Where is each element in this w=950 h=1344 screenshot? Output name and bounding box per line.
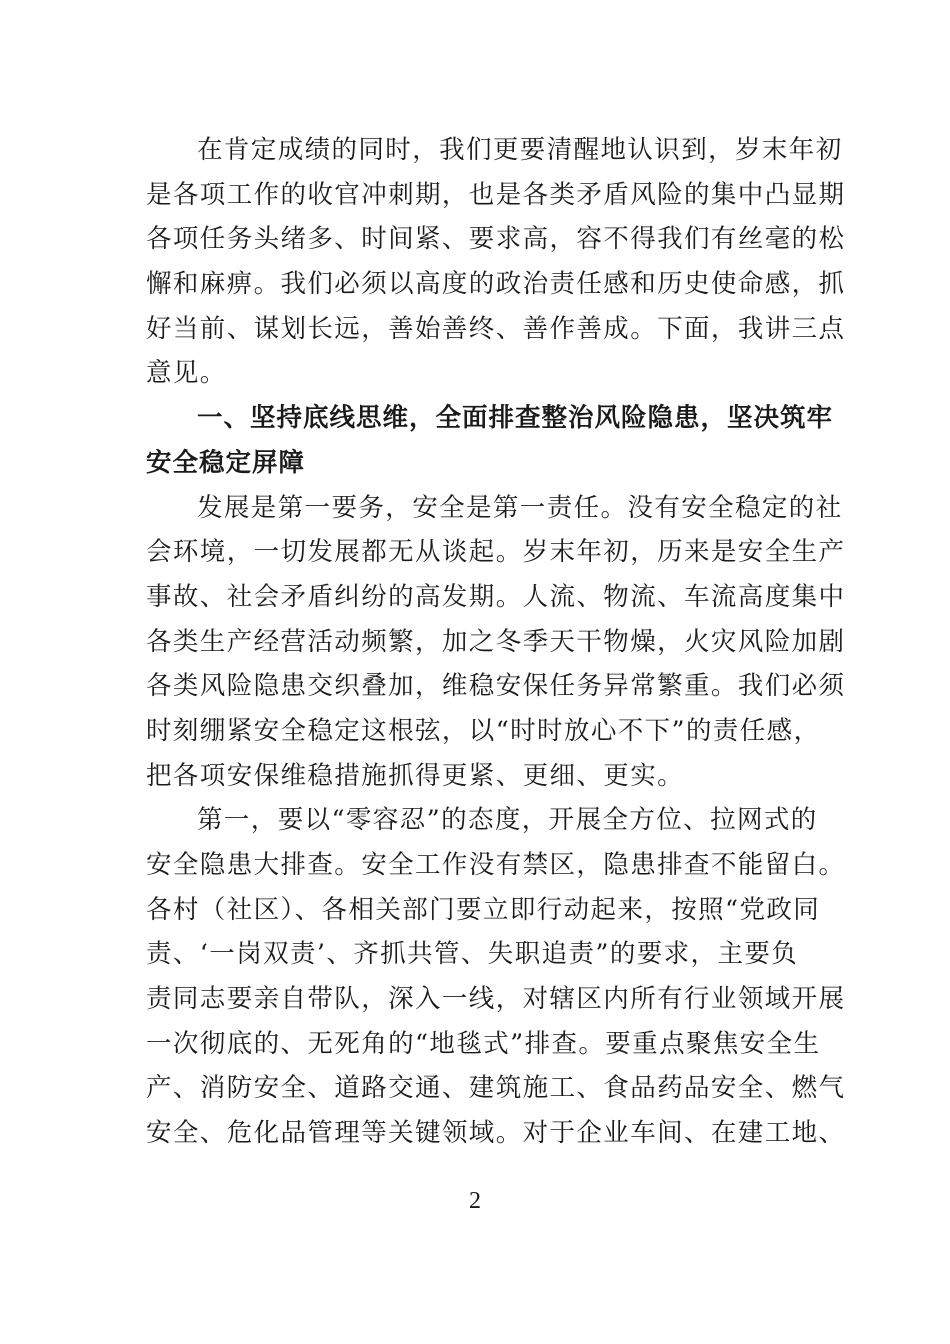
text-line: 各项任务头绪多、时间紧、要求高，容不得我们有丝毫的松 — [146, 224, 846, 255]
text-line: 好当前、谋划长远，善始善终、善作善成。下面，我讲三点 — [146, 313, 846, 344]
text-line: 安全、危化品管理等关键领域。对于企业车间、在建工地、 — [146, 1118, 846, 1149]
text-line: 在肯定成绩的同时，我们更要清醒地认识到，岁末年初 — [197, 135, 843, 165]
paragraph-intro — [146, 128, 846, 396]
heading-line: 安全稳定屏障 — [146, 447, 306, 478]
text-line: 会环境，一切发展都无从谈起。岁末年初，历来是安全生产 — [146, 537, 846, 568]
text-line: 责同志要亲自带队，深入一线，对辖区内所有行业领域开展 — [146, 984, 846, 1015]
paragraph-safety — [146, 486, 846, 799]
page-number: 2 — [469, 1188, 481, 1214]
text-line: 把各项安保维稳措施抓得更紧、更细、更实。 — [146, 760, 685, 791]
text-line: 各村（社区）、各相关部门要立即行动起来，按照“党政同 — [146, 894, 821, 925]
text-line: 各类风险隐患交织叠加，维稳安保任务异常繁重。我们必须 — [146, 671, 846, 702]
text-line: 时刻绷紧安全稳定这根弦，以“时时放心不下”的责任感， — [146, 715, 821, 746]
paragraph-first-point — [146, 798, 846, 1156]
text-line: 第一，要以“零容忍”的态度，开展全方位、拉网式的 — [197, 805, 818, 836]
text-line: 安全隐患大排查。安全工作没有禁区，隐患排查不能留白。 — [146, 850, 846, 880]
heading-line: 一、坚持底线思维，全面排查整治风险隐患，坚决筑牢 — [197, 403, 834, 434]
text-line: 各类生产经营活动频繁，加之冬季天干物燥，火灾风险加剧 — [146, 626, 846, 657]
text-line: 意见。 — [146, 358, 227, 389]
text-line: 是各项工作的收官冲刺期，也是各类矛盾风险的集中凸显期 — [146, 179, 846, 210]
text-line: 一次彻底的、无死角的“地毯式”排查。要重点聚焦安全生 — [146, 1028, 821, 1059]
document-body — [146, 128, 846, 1156]
text-line: 发展是第一要务，安全是第一责任。没有安全稳定的社 — [197, 492, 843, 523]
text-line: 事故、社会矛盾纠纷的高发期。人流、物流、车流高度集中 — [146, 581, 846, 612]
section-heading-1 — [146, 396, 834, 485]
text-line: 懈和麻痹。我们必须以高度的政治责任感和历史使命感，抓 — [146, 269, 846, 300]
text-line: 产、消防安全、道路交通、建筑施工、食品药品安全、燃气 — [146, 1073, 846, 1104]
text-line: 责、‘一岗双责’、齐抓共管、失职追责”的要求，主要负 — [146, 939, 799, 970]
